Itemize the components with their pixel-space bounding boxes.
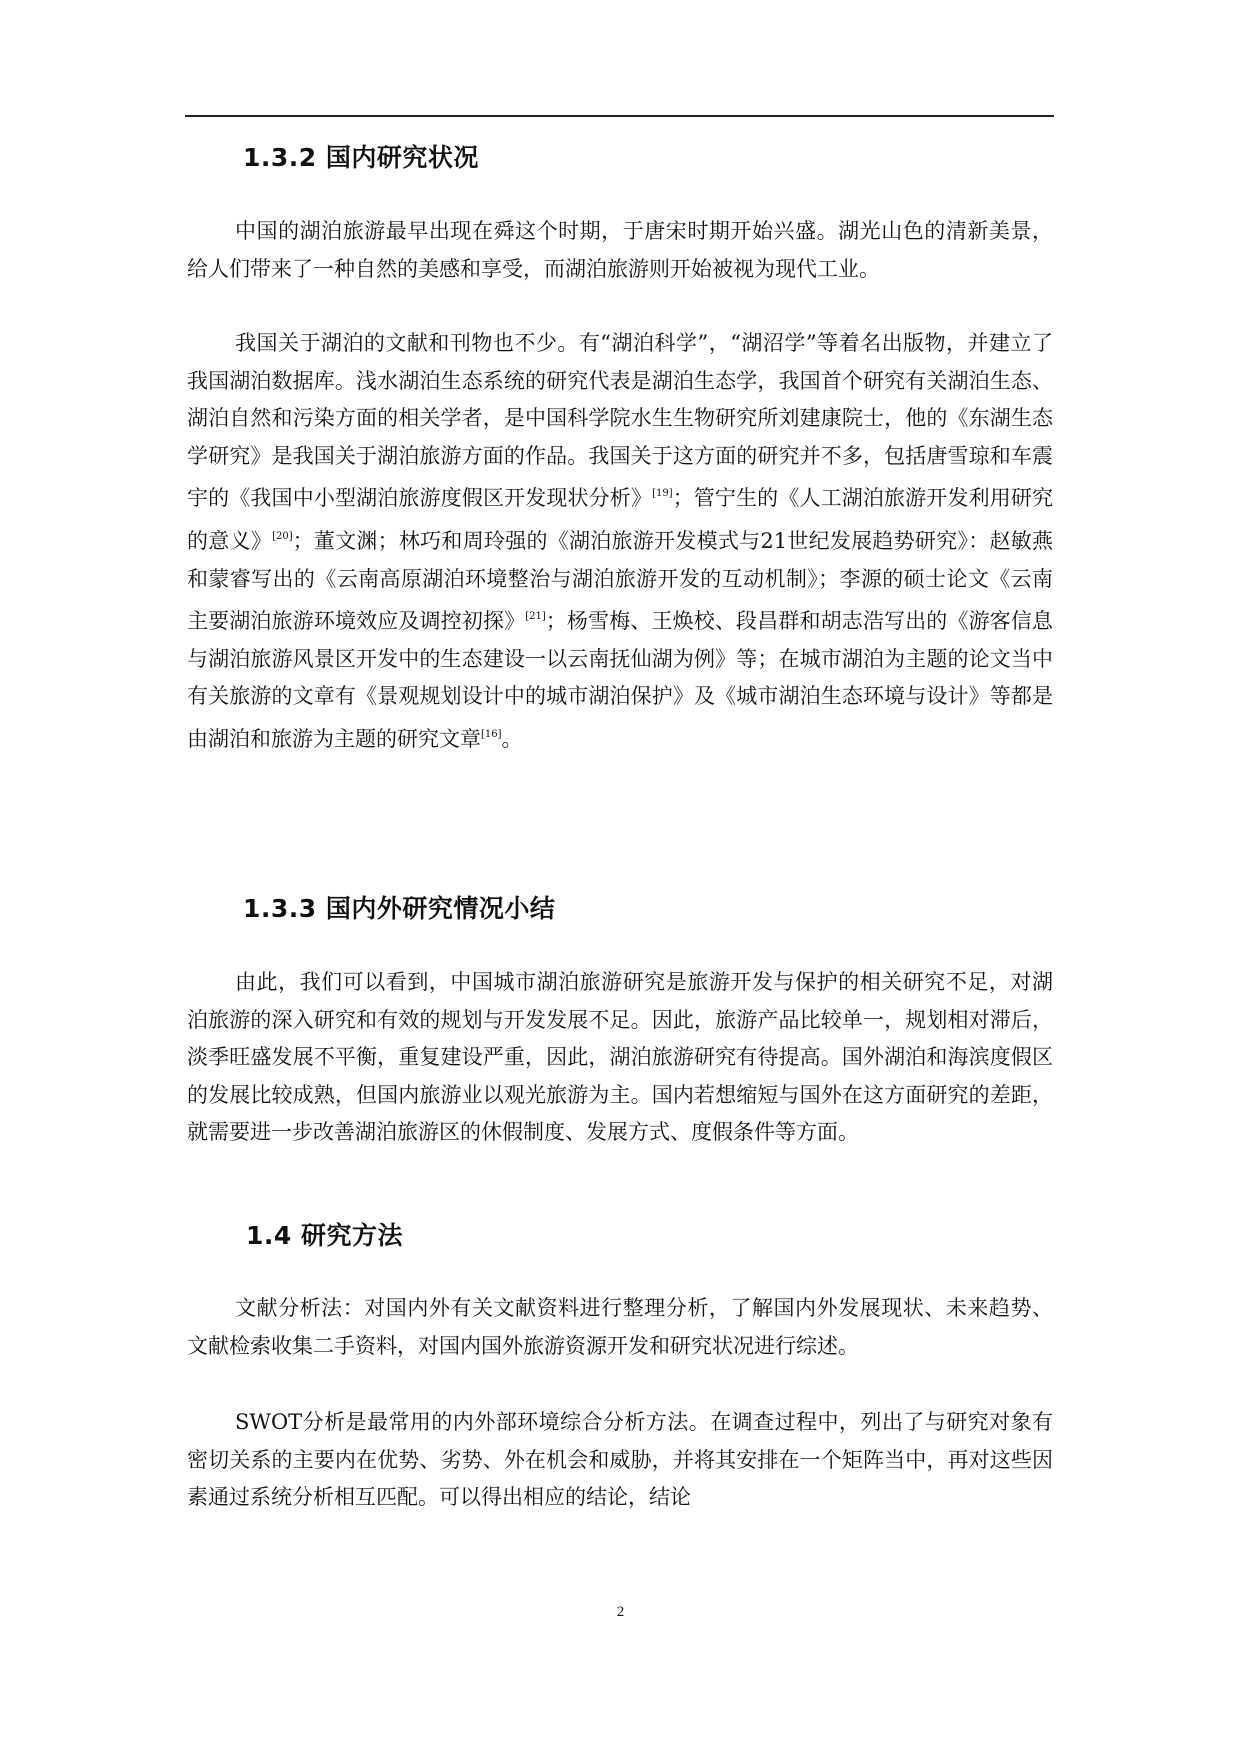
page-number: 2 — [616, 1604, 625, 1620]
paragraph-text: ；杨雪梅、王焕校、段昌群和胡志浩写出的《游客信息与湖泊旅游风景区开发中的生态建设一以云南抚仙湖为例》等；在城市湖泊为主题的论文当中有关旅游的文章有《景观规划设计中的城市湖泊保护》及《城市湖泊生态环境与设计》等都是由湖泊和旅游为主题的研究文章 — [187, 609, 1054, 751]
paragraph-text: ；管宁生的《人工湖泊旅游开发利用研究的意义》 — [187, 486, 1054, 553]
section-heading-1-3-3: 1.3.3 国内外研究情况小结 — [243, 894, 556, 923]
paragraph-text: 。 — [501, 726, 523, 751]
paragraph-literature-analysis: 文献分析法：对国内外有关文献资料进行整理分析，了解国内外发展现状、未来趋势、文献检索收集二手资料，对国内国外旅游资源开发和研究状况进行综述。 — [187, 1296, 1053, 1358]
paragraph-swot-analysis: SWOT分析是最常用的内外部环境综合分析方法。在调查过程中，列出了与研究对象有密切关系的主要内在优势、劣势、外在机会和威胁，并将其安排在一个矩阵当中，再对这些因素通过系统分析相互匹配。可以得出相应的结论，结论 — [187, 1410, 1053, 1510]
paragraph-lake-tourism-history: 中国的湖泊旅游最早出现在舜这个时期，于唐宋时期开始兴盛。湖光山色的清新美景，给人们带来了一种自然的美感和享受，而湖泊旅游则开始被视为现代工业。 — [187, 219, 1053, 281]
paragraph-domestic-literature — [187, 325, 1053, 759]
section-heading-1-4: 1.4 研究方法 — [246, 1221, 403, 1250]
citation-21: [21] — [525, 611, 546, 623]
paragraph-text: 我国关于湖泊的文献和刊物也不少。有“湖泊科学”，“湖沼学”等着名出版物，并建立了我国湖泊数据库。浅水湖泊生态系统的研究代表是湖泊生态学，我国首个研究有关湖泊生态、湖泊自然和污染方面的相关学者，是中国科学院水生生物研究所刘建康院士，他的《东湖生态学研究》是我国关于湖泊旅游方面的作品。我国关于这方面的研究并不多，包括唐雪琼和车震宇的《我国中小型湖泊旅游度假区开发现状分析》 — [187, 331, 1053, 511]
section-heading-1-3-2: 1.3.2 国内研究状况 — [243, 143, 479, 172]
citation-19: [19] — [652, 488, 673, 500]
paragraph-summary: 由此，我们可以看到，中国城市湖泊旅游研究是旅游开发与保护的相关研究不足，对湖泊旅游的深入研究和有效的规划与开发发展不足。因此，旅游产品比较单一，规划相对滞后，淡季旺盛发展不平衡，重复建设严重，因此，湖泊旅游研究有待提高。国外湖泊和海滨度假区的发展比较成熟，但国内旅游业以观光旅游为主。国内若想缩短与国外在这方面研究的差距，就需要进一步改善湖泊旅游区的休假制度、发展方式、度假条件等方面。 — [187, 970, 1053, 1145]
header-rule — [185, 115, 1054, 117]
paragraph-text: ；董文渊；林巧和周玲强的《湖泊旅游开发模式与21世纪发展趋势研究》：赵敏燕和蒙睿写出的《云南高原湖泊环境整治与湖泊旅游开发的互动机制》；李源的硕士论文《云南主要湖泊旅游环境效应及调控初探》 — [187, 528, 1054, 634]
citation-16: [16] — [481, 728, 502, 740]
citation-20: [20] — [272, 530, 293, 542]
